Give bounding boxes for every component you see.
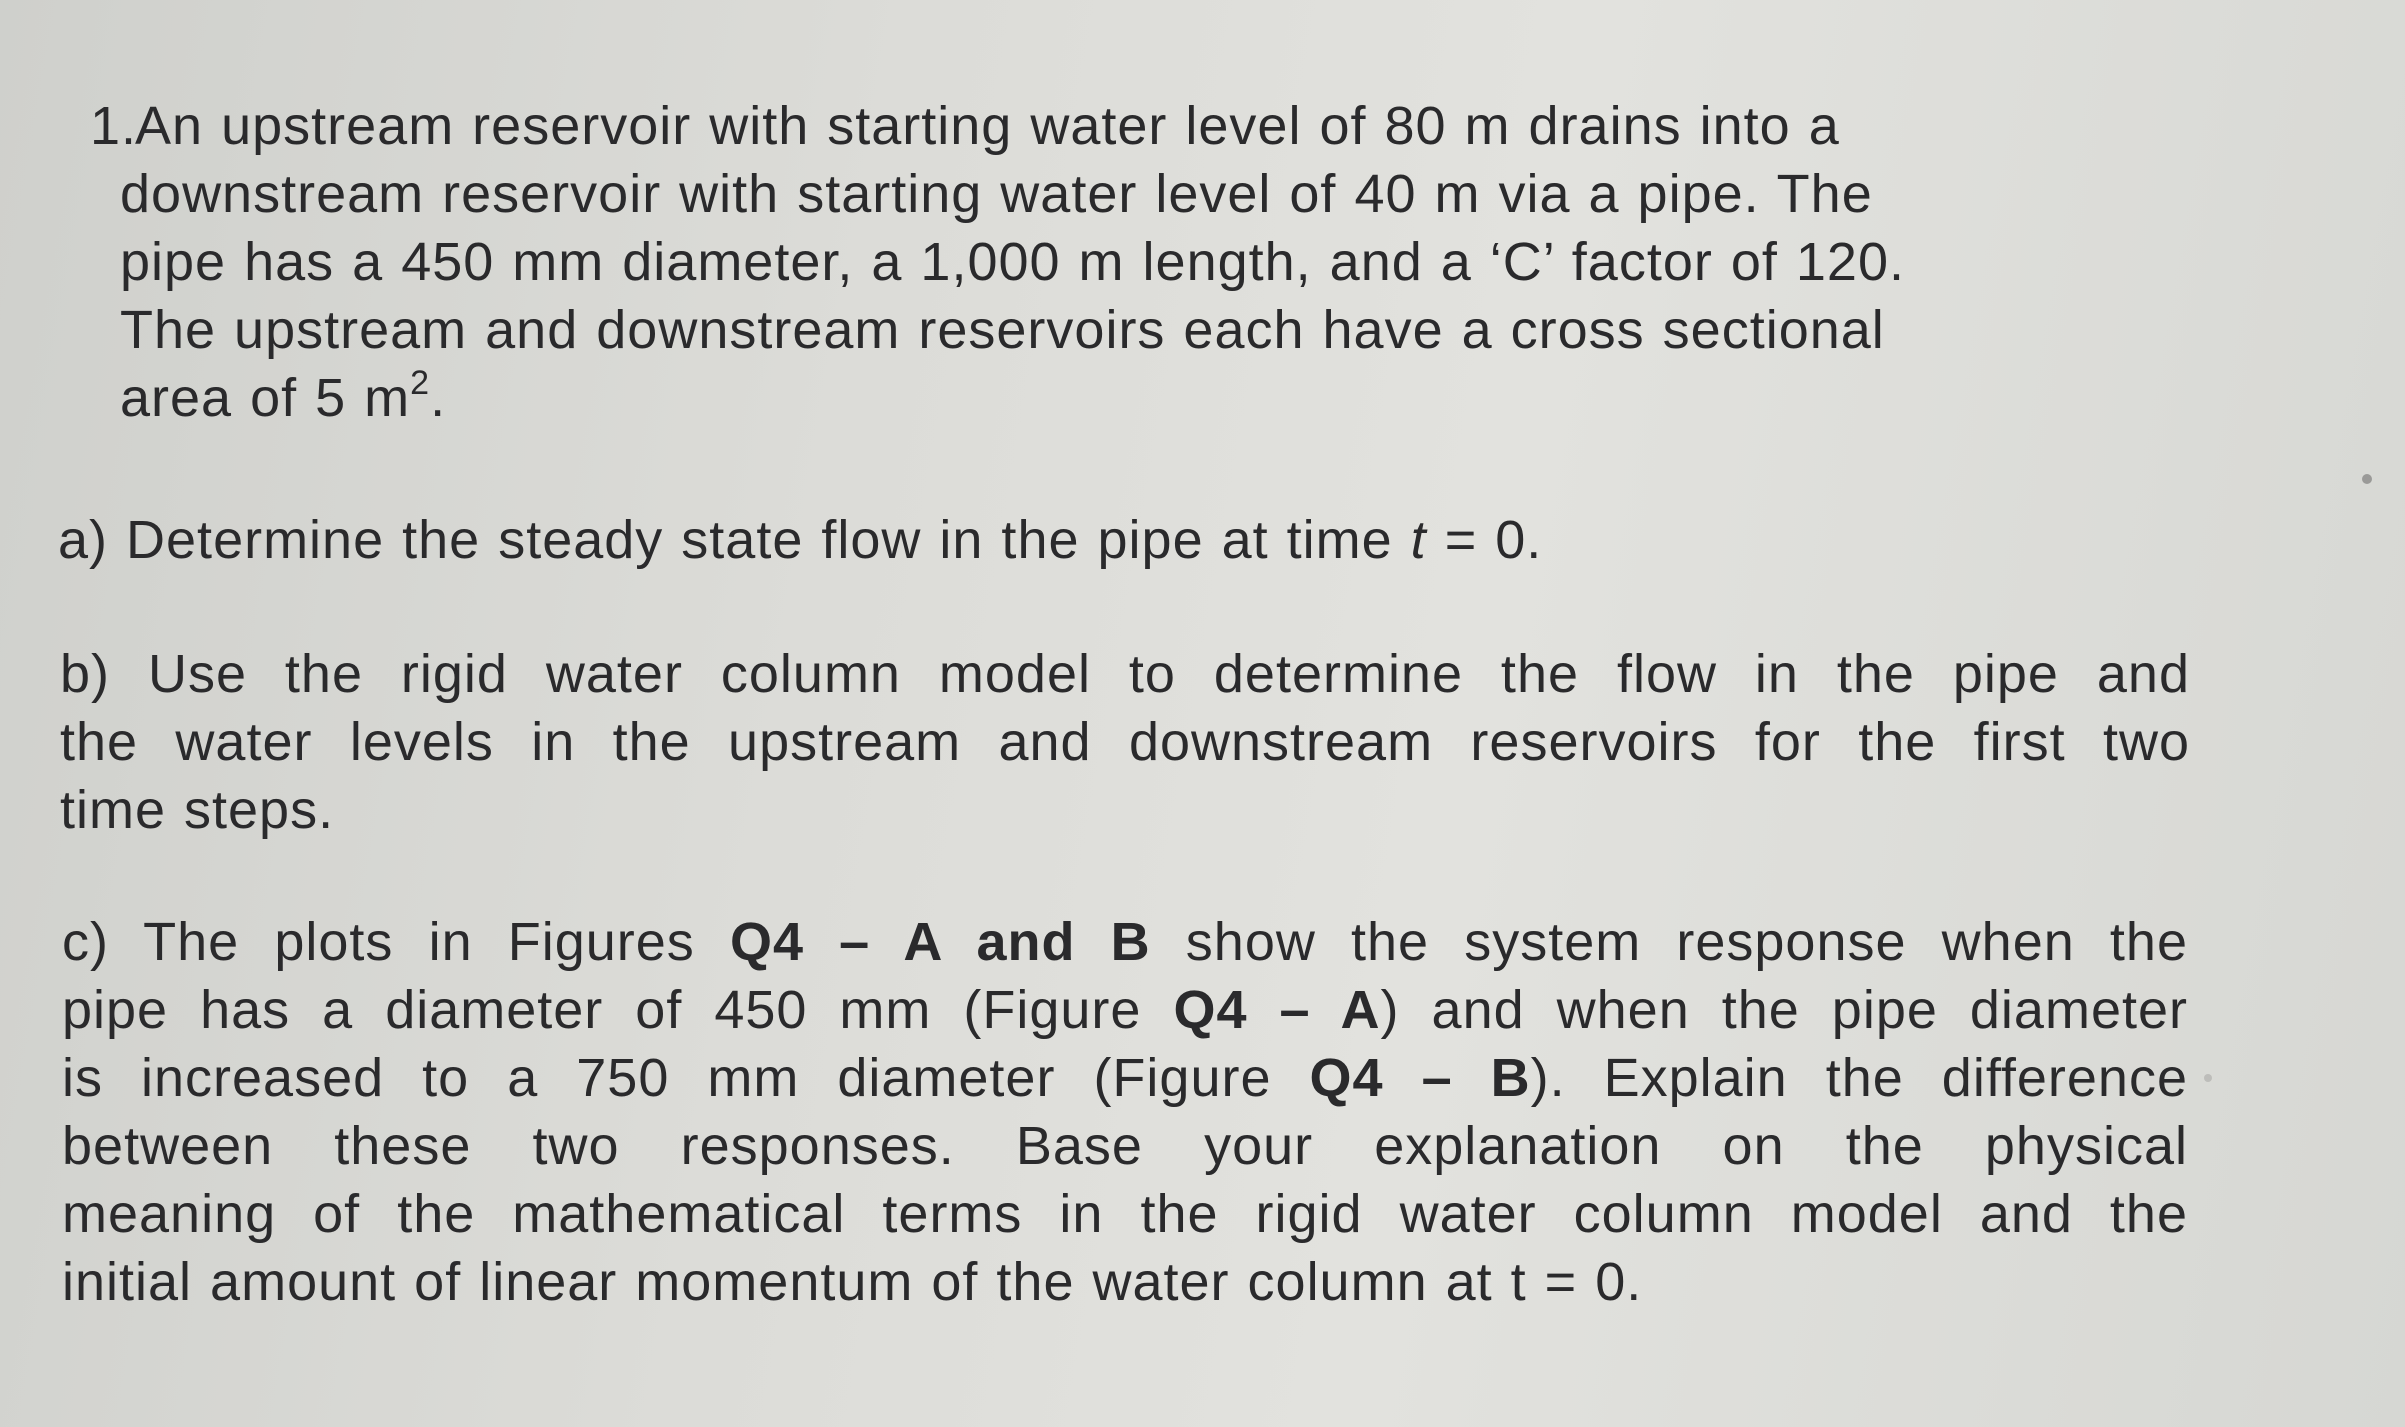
part-c-line-1-text-c: show the system response when the [1185,912,2188,972]
part-a-label: a) [58,510,109,570]
area-superscript: 2 [410,364,431,402]
part-c-line-5: meaning of the mathematical terms in the rigid water column model and the [62,1184,2188,1244]
paper-speck [2204,1074,2212,1082]
intro-line-5 [90,364,2170,432]
part-c-line-2-text-c: ) and when the pipe diameter [1380,980,2188,1040]
intro-line-4: The upstream and downstream reservoirs each have a cross sectional [120,300,1885,360]
part-a [58,506,1542,574]
part-b-line-2: the water levels in the upstream and downstream reservoirs for the first two [60,712,2190,772]
paper-speck [2362,474,2372,484]
intro-line-1: An upstream reservoir with starting water level of 80 m drains into a [135,96,1840,156]
part-a-variable: t [1410,510,1427,570]
question-1 [90,92,2170,432]
area-text: area of 5 m [120,368,411,428]
part-c-line-4: between these two responses. Base your explanation on the physical [62,1116,2188,1176]
figure-ref-q4-b: Q4 – B [1309,1048,1531,1108]
part-b-line-3: time steps. [60,780,335,840]
question-line-1 [90,92,2170,160]
part-b-line-1: b) Use the rigid water column model to determine the flow in the pipe and [60,644,2190,704]
part-c-line-6: initial amount of linear momentum of the water column at t = 0. [62,1252,1643,1312]
part-c [62,908,2188,1316]
figure-ref-q4-a-and-b: Q4 – A and B [729,912,1151,972]
part-a-text: Determine the steady state flow in the pipe at time [126,510,1393,570]
area-end: . [430,368,447,428]
part-c-line-2 [62,976,2188,1044]
intro-line-3: pipe has a 450 mm diameter, a 1,000 m length, and a ‘C’ factor of 120. [120,232,1905,292]
part-c-line-3-text-a: is increased to a 750 mm diameter (Figure [62,1048,1272,1108]
intro-line-2: downstream reservoir with starting water level of 40 m via a pipe. The [120,164,1873,224]
part-c-line-2-text-a: pipe has a diameter of 450 mm (Figure [62,980,1142,1040]
part-b [60,640,2190,844]
question-number: 1. [90,96,138,156]
part-c-line-1-text-a: c) The plots in Figures [62,912,695,972]
part-c-line-1 [62,908,2188,976]
part-c-line-3-text-c: ). Explain the difference [1530,1048,2188,1108]
part-c-line-3 [62,1044,2188,1112]
part-a-tail: = 0. [1444,510,1543,570]
figure-ref-q4-a: Q4 – A [1173,980,1381,1040]
